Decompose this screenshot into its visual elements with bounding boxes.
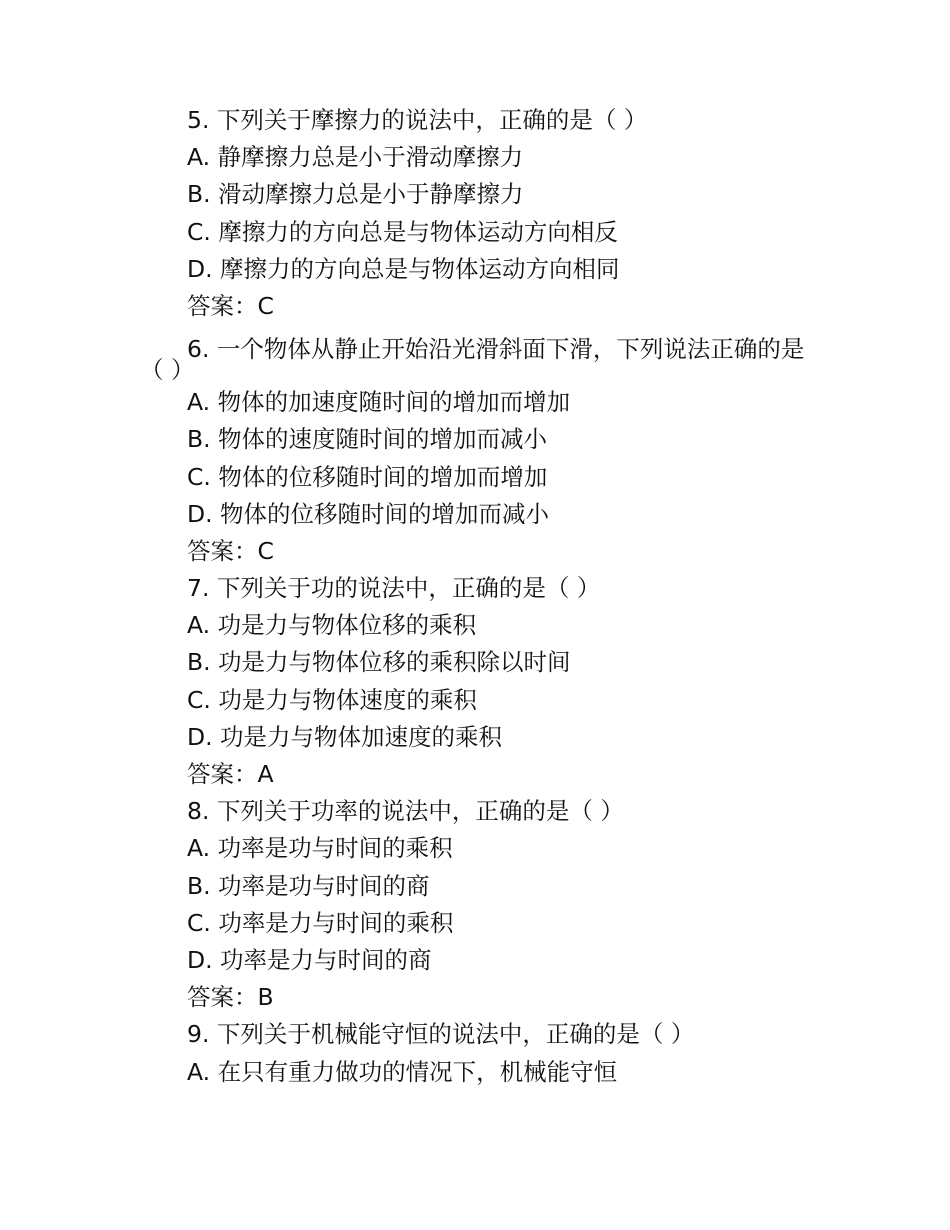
option-b: B. 物体的速度随时间的增加而减小 — [187, 425, 548, 454]
question-stem: 8. 下列关于功率的说法中，正确的是（ ） — [187, 797, 624, 826]
option-d: D. 功率是力与时间的商 — [187, 945, 432, 974]
option-b: B. 功是力与物体位移的乘积除以时间 — [187, 648, 571, 677]
option-a: A. 物体的加速度随时间的增加而增加 — [187, 388, 571, 417]
option-a: A. 功是力与物体位移的乘积 — [187, 611, 477, 640]
question-stem: 5. 下列关于摩擦力的说法中，正确的是（ ） — [187, 106, 648, 134]
option-d: D. 物体的位移随时间的增加而减小 — [187, 499, 550, 528]
option-c: C. 物体的位移随时间的增加而增加 — [187, 462, 548, 491]
answer-line: 答案：C — [187, 536, 274, 565]
option-a: A. 在只有重力做功的情况下，机械能守恒 — [187, 1057, 618, 1086]
option-a: A. 功率是功与时间的乘积 — [187, 834, 453, 863]
answer-line: 答案：B — [187, 983, 274, 1012]
question-stem: 7. 下列关于功的说法中，正确的是（ ） — [187, 574, 601, 603]
option-d: D. 摩擦力的方向总是与物体运动方向相同 — [187, 254, 620, 283]
option-c: C. 功率是力与时间的乘积 — [187, 908, 454, 937]
question-list — [140, 102, 820, 1091]
option-d: D. 功是力与物体加速度的乘积 — [187, 722, 503, 751]
question-stem: 9. 下列关于机械能守恒的说法中，正确的是（ ） — [187, 1020, 695, 1049]
answer-line: 答案：C — [187, 291, 274, 320]
answer-line: 答案：A — [187, 760, 274, 788]
option-b: B. 滑动摩擦力总是小于静摩擦力 — [187, 180, 524, 209]
option-b: B. 功率是功与时间的商 — [187, 871, 430, 900]
question-stem: 6. 一个物体从静止开始沿光滑斜面下滑，下列说法正确的是（ ） — [140, 335, 805, 385]
option-a: A. 静摩擦力总是小于滑动摩擦力 — [187, 143, 524, 172]
option-c: C. 功是力与物体速度的乘积 — [187, 685, 477, 714]
option-c: C. 摩擦力的方向总是与物体运动方向相反 — [187, 217, 618, 246]
